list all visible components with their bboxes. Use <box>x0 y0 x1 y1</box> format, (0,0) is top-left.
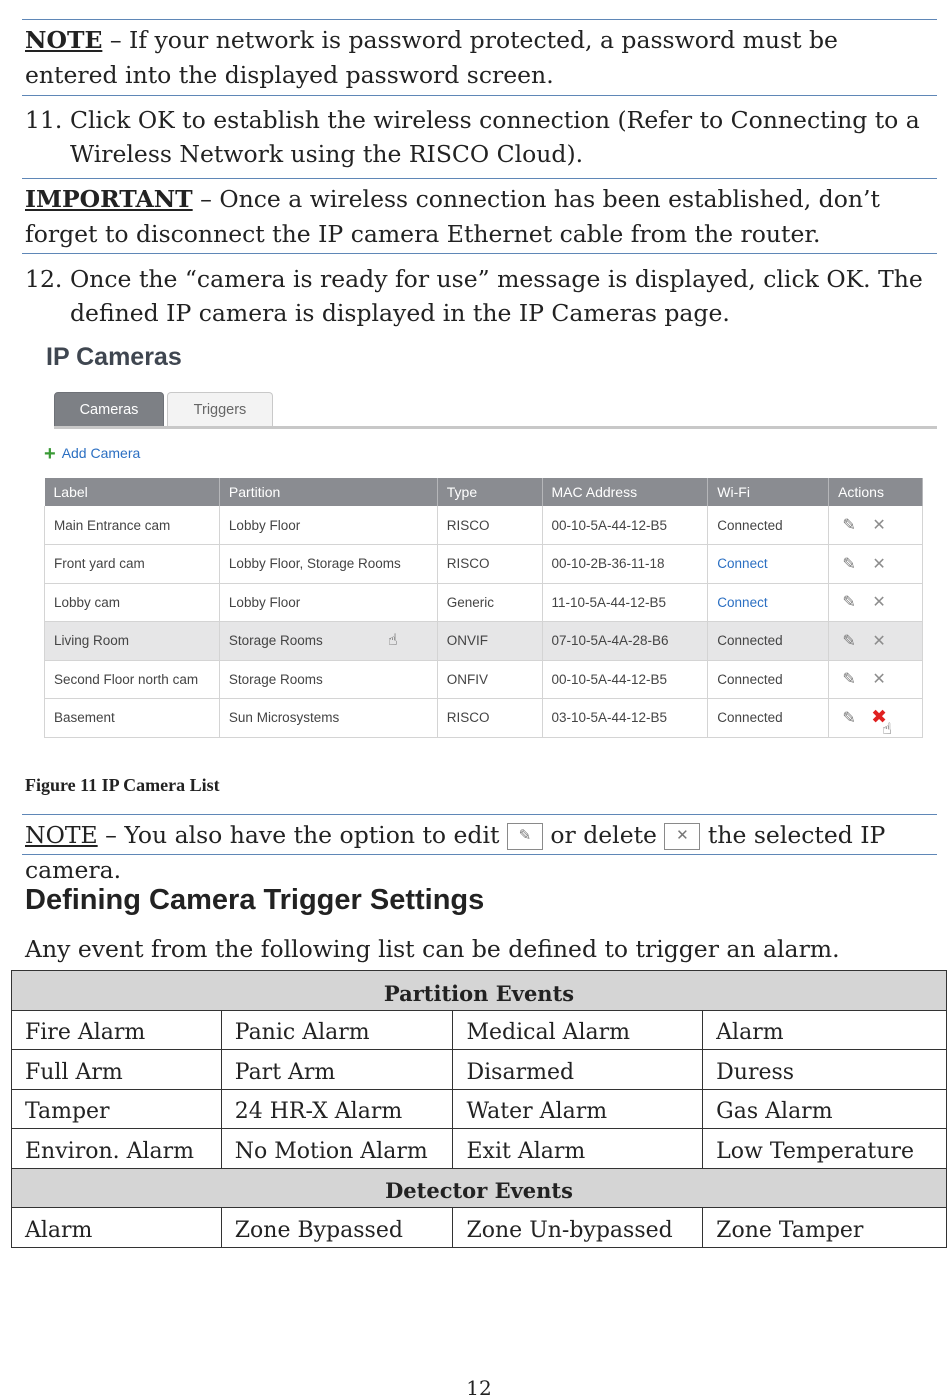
event-cell: Fire Alarm <box>12 1010 222 1050</box>
event-cell: Zone Un-bypassed <box>453 1208 703 1248</box>
divider <box>22 19 937 20</box>
column-header: Type <box>437 478 542 506</box>
event-cell: Water Alarm <box>453 1089 703 1129</box>
event-cell: Gas Alarm <box>703 1089 947 1129</box>
figure-caption: Figure 11 IP Camera List <box>25 775 220 795</box>
page-number: 12 <box>466 1376 492 1397</box>
event-cell: Duress <box>703 1050 947 1090</box>
hand-cursor-icon: ☝ <box>387 632 398 649</box>
cell-label: Basement <box>45 699 220 738</box>
event-cell: Alarm <box>703 1010 947 1050</box>
tab-cameras[interactable]: Cameras <box>54 392 164 427</box>
cell-mac: 00-10-2B-36-11-18 <box>542 545 708 584</box>
cell-wifi-link[interactable]: Connect <box>708 545 829 584</box>
table-row <box>12 1208 947 1248</box>
cell-wifi: Connected <box>708 622 829 661</box>
plus-icon: + <box>44 443 56 465</box>
cell-mac: 03-10-5A-44-12-B5 <box>542 699 708 738</box>
table-row <box>12 971 947 1011</box>
cell-mac: 11-10-5A-44-12-B5 <box>542 583 708 622</box>
event-cell: Exit Alarm <box>453 1129 703 1169</box>
event-cell: Alarm <box>12 1208 222 1248</box>
x-icon[interactable]: ✖ <box>871 707 888 729</box>
x-icon: ✕ <box>664 823 700 850</box>
step-11: 11. Click OK to establish the wireless connection (Refer to Connecting to a Wireless Network using the RISCO Cloud). <box>25 106 920 168</box>
cell-mac: 00-10-5A-44-12-B5 <box>542 506 708 545</box>
ip-cameras-screenshot <box>40 335 940 745</box>
table-row[interactable] <box>45 545 923 584</box>
cell-mac: 00-10-5A-44-12-B5 <box>542 660 708 699</box>
important-note: IMPORTANT – Once a wireless connection has been established, don’t forget to disconnect the IP camera Ethernet cable from the router. <box>25 185 880 248</box>
cell-actions <box>829 545 923 584</box>
cell-label: Living Room <box>45 622 220 661</box>
table-row <box>12 1050 947 1090</box>
table-row[interactable] <box>45 660 923 699</box>
event-cell: Panic Alarm <box>221 1010 453 1050</box>
column-header: Wi-Fi <box>708 478 829 506</box>
cell-mac: 07-10-5A-4A-28-B6 <box>542 622 708 661</box>
event-cell: Zone Bypassed <box>221 1208 453 1248</box>
event-cell: Low Temperature <box>703 1129 947 1169</box>
table-row <box>12 1089 947 1129</box>
cell-wifi: Connected <box>708 506 829 545</box>
section-heading: Defining Camera Trigger Settings <box>25 884 485 916</box>
cell-type: ONFIV <box>437 660 542 699</box>
camera-table <box>44 478 923 738</box>
detector-events-header: Detector Events <box>12 1168 947 1208</box>
cell-type: RISCO <box>437 506 542 545</box>
cell-actions <box>829 699 923 738</box>
divider <box>22 814 937 815</box>
table-row[interactable] <box>45 506 923 545</box>
cell-wifi: Connected <box>708 699 829 738</box>
cell-actions <box>829 583 923 622</box>
page-title: IP Cameras <box>46 343 182 371</box>
cell-label: Front yard cam <box>45 545 220 584</box>
tab-underline <box>54 426 937 429</box>
cell-partition: Lobby Floor <box>219 583 437 622</box>
event-cell: 24 HR-X Alarm <box>221 1089 453 1129</box>
cell-type: RISCO <box>437 699 542 738</box>
column-header: Label <box>45 478 220 506</box>
column-header: Partition <box>219 478 437 506</box>
event-cell: Full Arm <box>12 1050 222 1090</box>
cell-partition: Lobby Floor, Storage Rooms <box>219 545 437 584</box>
cell-label: Lobby cam <box>45 583 220 622</box>
pencil-icon[interactable]: ✎ <box>842 632 856 650</box>
cell-partition: Lobby Floor <box>219 506 437 545</box>
divider <box>22 854 937 855</box>
step-12: 12. Once the “camera is ready for use” message is displayed, click OK. The defined IP camera is displayed in the IP Cameras page. <box>25 265 923 327</box>
x-icon[interactable]: ✕ <box>872 517 886 534</box>
x-icon[interactable]: ✕ <box>872 632 886 650</box>
x-icon[interactable]: ✕ <box>872 671 886 689</box>
event-cell: Environ. Alarm <box>12 1129 222 1169</box>
cell-partition: Storage Rooms ☝ <box>219 622 437 661</box>
event-cell: Disarmed <box>453 1050 703 1090</box>
x-icon[interactable]: ✕ <box>872 555 886 573</box>
tab-triggers[interactable]: Triggers <box>167 392 273 427</box>
events-table <box>11 970 947 1248</box>
table-row[interactable] <box>45 699 923 738</box>
divider <box>22 178 937 179</box>
intro-text: Any event from the following list can be defined to trigger an alarm. <box>25 935 840 963</box>
column-header: Actions <box>829 478 923 506</box>
cell-label: Second Floor north cam <box>45 660 220 699</box>
event-cell: No Motion Alarm <box>221 1129 453 1169</box>
event-cell: Tamper <box>12 1089 222 1129</box>
pencil-icon[interactable]: ✎ <box>842 594 856 612</box>
table-row <box>12 1010 947 1050</box>
table-header <box>45 478 923 506</box>
event-cell: Part Arm <box>221 1050 453 1090</box>
cell-wifi-link[interactable]: Connect <box>708 583 829 622</box>
pencil-icon[interactable]: ✎ <box>842 710 856 728</box>
pencil-icon[interactable]: ✎ <box>842 671 856 689</box>
pencil-icon: ✎ <box>507 823 543 850</box>
table-row-selected[interactable] <box>45 622 923 661</box>
pencil-icon[interactable]: ✎ <box>842 517 856 534</box>
cell-actions <box>829 622 923 661</box>
table-row[interactable] <box>45 583 923 622</box>
add-camera-button[interactable]: + Add Camera <box>44 443 141 465</box>
cell-partition: Storage Rooms <box>219 660 437 699</box>
cell-type: Generic <box>437 583 542 622</box>
note-password: NOTE – If your network is password protected, a password must be entered into the displayed password screen. <box>25 26 838 89</box>
event-cell: Medical Alarm <box>453 1010 703 1050</box>
note-edit-delete: NOTE – You also have the option to edit ✎ or delete ✕ the selected IP camera. <box>25 821 886 884</box>
table-row <box>12 1129 947 1169</box>
table-row <box>12 1168 947 1208</box>
column-header: MAC Address <box>542 478 708 506</box>
divider <box>22 95 937 96</box>
cell-partition: Sun Microsystems <box>219 699 437 738</box>
cell-type: ONVIF <box>437 622 542 661</box>
x-icon[interactable]: ✕ <box>872 594 886 612</box>
cell-type: RISCO <box>437 545 542 584</box>
partition-events-header: Partition Events <box>12 971 947 1011</box>
pencil-icon[interactable]: ✎ <box>842 555 856 573</box>
divider <box>22 253 937 254</box>
cell-actions <box>829 506 923 545</box>
cell-actions <box>829 660 923 699</box>
hand-cursor-icon: ☝ <box>882 721 892 738</box>
event-cell: Zone Tamper <box>703 1208 947 1248</box>
cell-label: Main Entrance cam <box>45 506 220 545</box>
cell-wifi: Connected <box>708 660 829 699</box>
